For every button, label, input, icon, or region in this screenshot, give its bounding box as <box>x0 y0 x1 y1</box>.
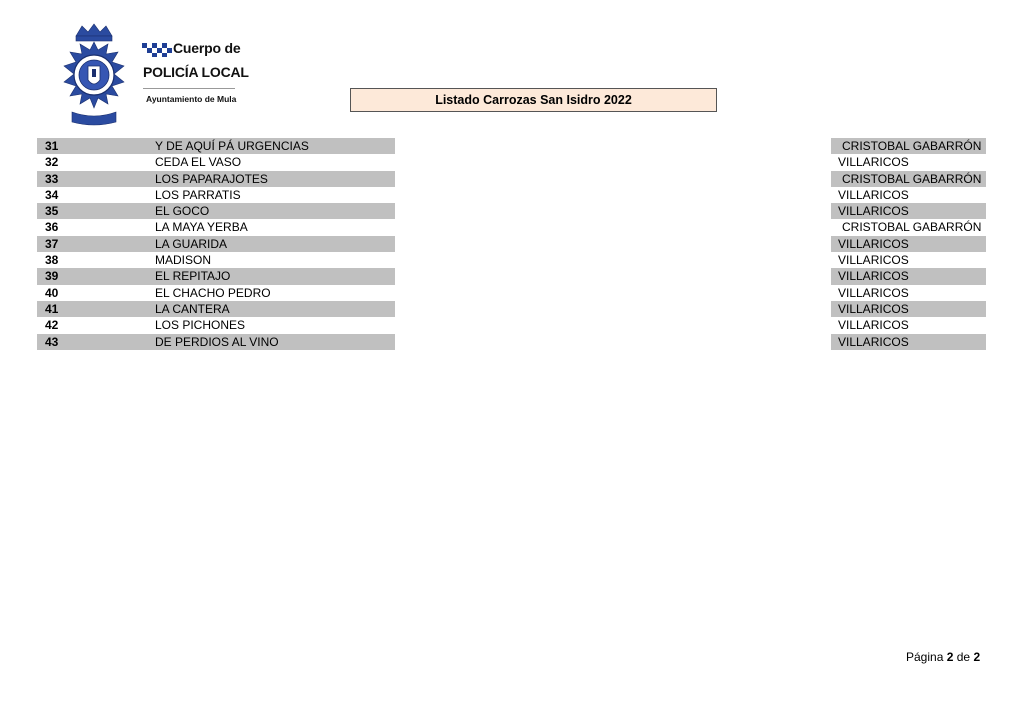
row-number: 36 <box>45 220 59 235</box>
row-number: 33 <box>45 171 59 186</box>
row-number: 41 <box>45 301 59 316</box>
checkered-flag-icon <box>142 43 172 57</box>
row-location: VILLARICOS <box>838 301 909 316</box>
row-number: 34 <box>45 187 59 202</box>
row-name: MADISON <box>155 253 212 268</box>
list-row <box>37 138 987 154</box>
list-row <box>37 171 987 187</box>
brand-divider <box>143 88 235 89</box>
row-name: EL GOCO <box>155 204 210 219</box>
row-location: VILLARICOS <box>838 155 909 170</box>
row-location: VILLARICOS <box>838 269 909 284</box>
list-row <box>37 219 987 235</box>
row-name: CEDA EL VASO <box>155 155 242 170</box>
list-row <box>37 203 987 219</box>
row-name: EL REPITAJO <box>155 269 231 284</box>
row-location: CRISTOBAL GABARRÓN <box>842 139 982 153</box>
row-number: 31 <box>45 139 59 153</box>
row-name: LA GUARIDA <box>155 236 228 251</box>
row-name: LOS PICHONES <box>155 318 246 333</box>
row-location: VILLARICOS <box>838 334 909 349</box>
organization-brand <box>142 38 252 118</box>
document-title-text: Listado Carrozas San Isidro 2022 <box>435 93 632 107</box>
of-word: de <box>956 650 971 664</box>
row-number: 37 <box>45 236 59 251</box>
police-badge-logo <box>62 22 126 128</box>
page-word: Página <box>906 650 944 664</box>
row-name: DE PERDIOS AL VINO <box>155 334 279 349</box>
page-number <box>906 650 980 664</box>
row-name: Y DE AQUÍ PÁ URGENCIAS <box>155 139 309 153</box>
row-name: LOS PAPARAJOTES <box>155 171 268 186</box>
row-name: LOS PARRATIS <box>155 187 241 202</box>
document-title <box>350 88 717 112</box>
row-shade <box>37 252 395 268</box>
list-row <box>37 334 987 350</box>
org-line-3: Ayuntamiento de Mula <box>146 94 237 104</box>
row-location: VILLARICOS <box>838 236 909 251</box>
row-number: 35 <box>45 204 59 219</box>
page-current: 2 <box>946 650 954 664</box>
list-row <box>37 252 987 268</box>
org-line-1: Cuerpo de <box>173 40 241 56</box>
row-number: 42 <box>45 318 59 333</box>
row-location: VILLARICOS <box>838 204 909 219</box>
row-name: EL CHACHO PEDRO <box>155 285 271 300</box>
list-row <box>37 154 987 170</box>
row-name: LA CANTERA <box>155 301 230 316</box>
row-location: VILLARICOS <box>838 253 909 268</box>
page-total: 2 <box>973 650 981 664</box>
list-row <box>37 187 987 203</box>
org-line-2: POLICÍA LOCAL <box>143 64 249 80</box>
row-shade <box>37 203 395 219</box>
row-number: 40 <box>45 285 59 300</box>
row-number: 38 <box>45 253 59 268</box>
list-row <box>37 301 987 317</box>
list-row <box>37 236 987 252</box>
row-number: 43 <box>45 334 59 349</box>
row-location: VILLARICOS <box>838 318 909 333</box>
list-row <box>37 317 987 333</box>
carrozas-list <box>37 138 987 350</box>
row-location: CRISTOBAL GABARRÓN <box>842 220 982 235</box>
row-name: LA MAYA YERBA <box>155 220 248 235</box>
list-row <box>37 285 987 301</box>
list-row <box>37 268 987 284</box>
row-location: CRISTOBAL GABARRÓN <box>842 171 982 186</box>
row-number: 32 <box>45 155 59 170</box>
row-location: VILLARICOS <box>838 285 909 300</box>
row-number: 39 <box>45 269 59 284</box>
row-location: VILLARICOS <box>838 187 909 202</box>
